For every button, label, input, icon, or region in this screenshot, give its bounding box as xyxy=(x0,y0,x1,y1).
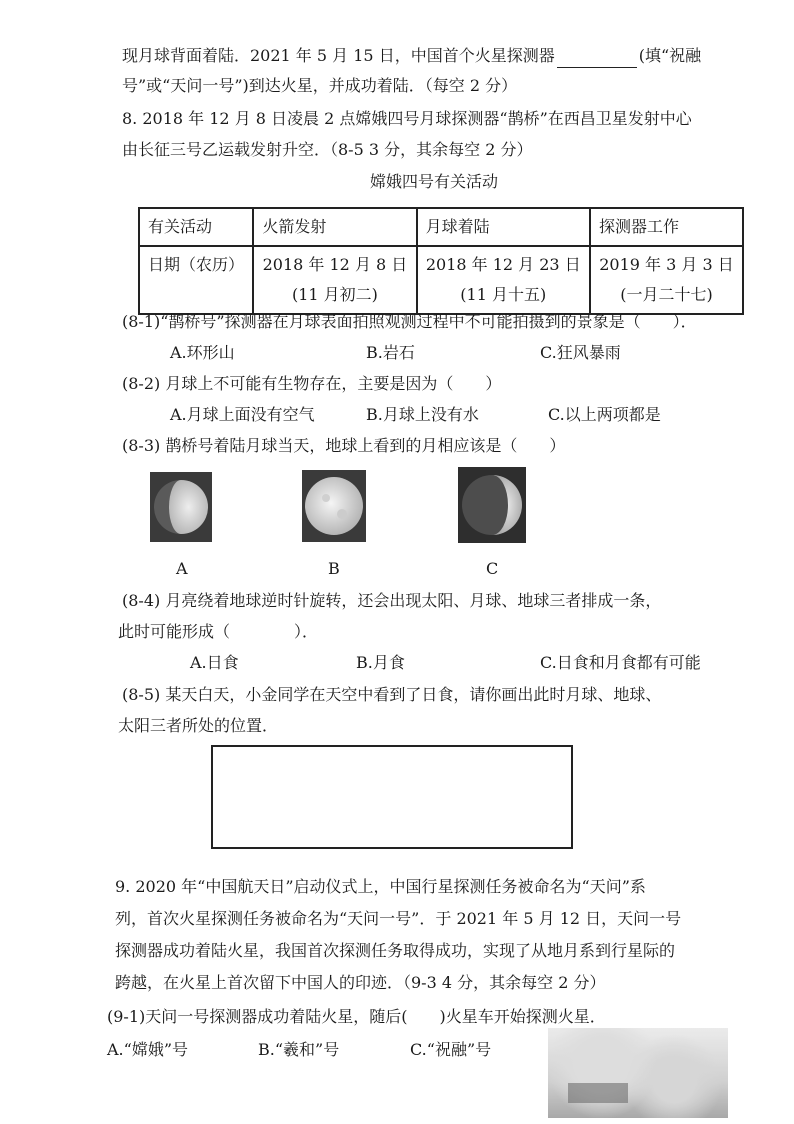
q9-1-option-c[interactable]: C.“祝融”号 xyxy=(410,1040,492,1059)
table-header-row xyxy=(139,208,743,246)
q8-4-stem-line-2: 此时可能形成（ ）． xyxy=(118,622,319,641)
q8-5-stem-line-1: (8-5) 某天白天，小金同学在天空中看到了日食，请你画出此时月球、地球、 xyxy=(122,685,662,704)
q9-para-line-4: 跨越，在火星上首次留下中国人的印迹．（9-3 4 分，其余每空 2 分） xyxy=(115,973,606,992)
q9-1-option-b[interactable]: B.“羲和”号 xyxy=(258,1040,340,1059)
q9-para-line-2: 列，首次火星探测任务被命名为“天问一号”．于 2021 年 5 月 12 日，天问一号 xyxy=(115,909,682,928)
table-cell xyxy=(253,246,416,314)
q8-3-stem: (8-3) 鹊桥号着陆月球当天，地球上看到的月相应该是（ ） xyxy=(122,436,566,455)
q8-5-stem-line-2: 太阳三者所处的位置． xyxy=(118,716,279,735)
q8-4-stem-line-1: (8-4) 月亮绕着地球逆时针旋转，还会出现太阳、月球、地球三者排成一条， xyxy=(122,591,662,610)
moon-label-a: A xyxy=(176,559,188,578)
moon-label-c: C xyxy=(486,559,499,578)
q9-para-line-3: 探测器成功着陆火星，我国首次探测任务取得成功，实现了从地月系到行星际的 xyxy=(115,941,676,960)
cell-lunar: (一月二十七) xyxy=(620,285,713,304)
moon-label-b: B xyxy=(328,559,340,578)
table-header-cell: 有关活动 xyxy=(139,208,253,246)
photo-detail xyxy=(568,1083,628,1103)
q9-1-option-a[interactable]: A.“嫦娥”号 xyxy=(107,1040,189,1059)
q8-2-option-c[interactable]: C.以上两项都是 xyxy=(548,405,661,424)
q8-2-stem: (8-2) 月球上不可能有生物存在，主要是因为（ ） xyxy=(122,374,502,393)
intro-line-1-tail: (填“祝融 xyxy=(638,46,702,65)
table-cell xyxy=(590,246,743,314)
moon-phase-c-image[interactable] xyxy=(458,467,526,543)
cell-lunar: (11 月初二) xyxy=(291,285,378,304)
q8-stem-line-1: 8. 2018 年 12 月 8 日凌晨 2 点嫦娥四号月球探测器“鹊桥”在西昌卫星发射中心 xyxy=(122,109,692,128)
q8-4-option-a[interactable]: A.日食 xyxy=(190,653,239,672)
moon-phase-b-image[interactable] xyxy=(302,470,366,542)
table-header-cell: 月球着陆 xyxy=(417,208,590,246)
table-row xyxy=(139,246,743,314)
q8-2-option-b[interactable]: B.月球上没有水 xyxy=(366,405,479,424)
cell-date: 2018 年 12 月 23 日 xyxy=(425,255,581,274)
activity-table xyxy=(138,207,744,315)
cell-date: 2019 年 3 月 3 日 xyxy=(599,255,734,274)
q8-1-option-b[interactable]: B.岩石 xyxy=(366,343,415,362)
q8-1-stem: (8-1)“鹊桥号”探测器在月球表面拍照观测过程中不可能拍摄到的景象是（ ）． xyxy=(122,312,697,331)
answer-blank[interactable] xyxy=(557,51,637,68)
intro-line-2: 号”或“天问一号”)到达火星，并成功着陆．（每空 2 分） xyxy=(122,76,518,95)
table-header-cell: 探测器工作 xyxy=(590,208,743,246)
cell-lunar: (11 月十五) xyxy=(460,285,547,304)
table-row-label: 日期（农历） xyxy=(139,246,253,314)
q8-1-option-c[interactable]: C.狂风暴雨 xyxy=(540,343,621,362)
q8-4-option-c[interactable]: C.日食和月食都有可能 xyxy=(540,653,701,672)
q9-para-line-1: 9. 2020 年“中国航天日”启动仪式上，中国行星探测任务被命名为“天问”系 xyxy=(115,877,646,896)
intro-line-1-text: 现月球背面着陆．2021 年 5 月 15 日，中国首个火星探测器 xyxy=(122,46,555,65)
q8-1-option-a[interactable]: A.环形山 xyxy=(170,343,235,362)
table-title: 嫦娥四号有关活动 xyxy=(370,172,499,191)
mars-rover-photo xyxy=(548,1028,728,1118)
table-cell xyxy=(417,246,590,314)
q8-4-option-b[interactable]: B.月食 xyxy=(356,653,405,672)
q8-stem-line-2: 由长征三号乙运载发射升空．（8-5 3 分，其余每空 2 分） xyxy=(122,140,533,159)
moon-phase-a-image[interactable] xyxy=(150,472,212,542)
q9-1-stem: (9-1)天问一号探测器成功着陆火星，随后( )火星车开始探测火星． xyxy=(107,1007,606,1026)
table-header-cell: 火箭发射 xyxy=(253,208,416,246)
intro-line-1 xyxy=(122,44,701,68)
cell-date: 2018 年 12 月 8 日 xyxy=(262,255,408,274)
q8-2-option-a[interactable]: A.月球上面没有空气 xyxy=(170,405,315,424)
drawing-answer-box[interactable] xyxy=(211,745,573,849)
